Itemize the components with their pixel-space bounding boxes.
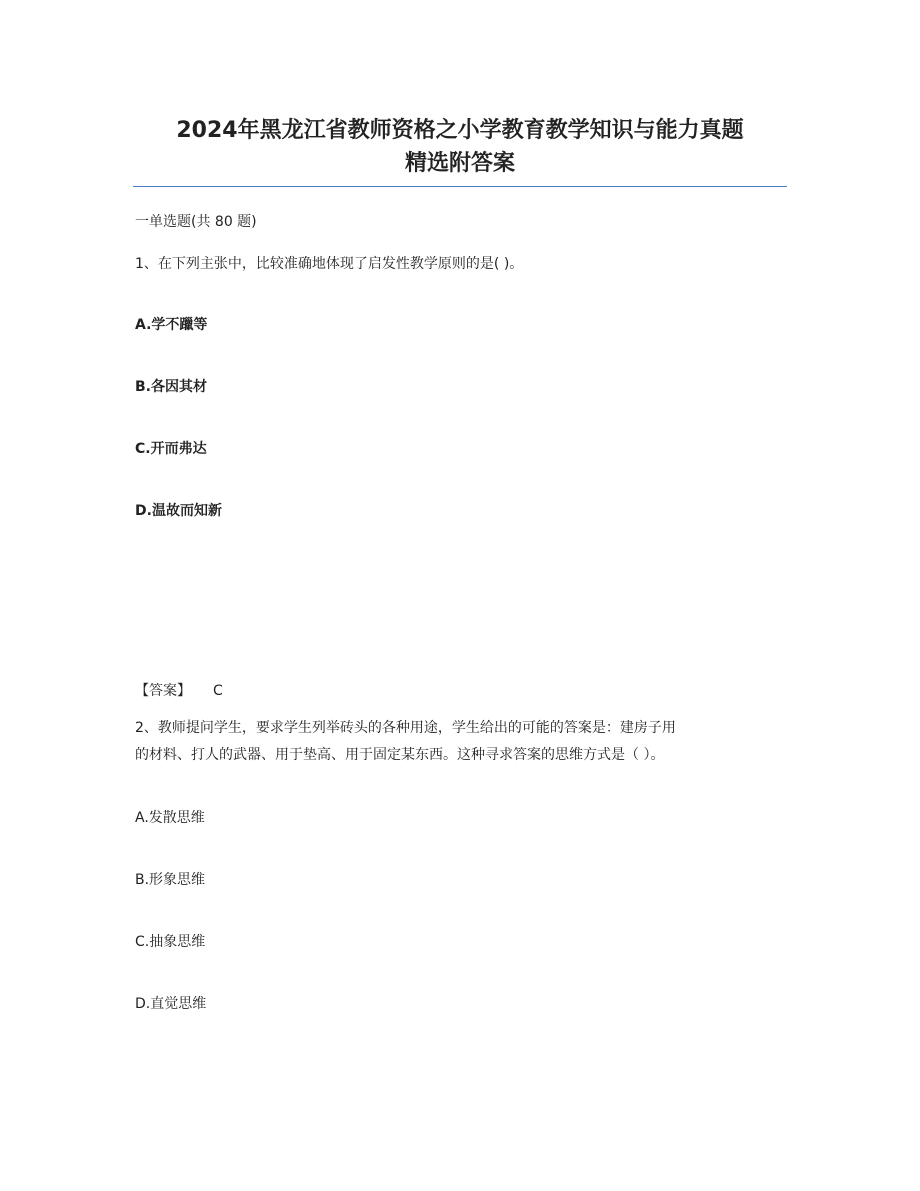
question-2-option-b: B.形象思维 — [135, 872, 206, 888]
question-1-stem: 1、在下列主张中，比较准确地体现了启发性教学原则的是( )。 — [135, 256, 524, 272]
question-2-option-c: C.抽象思维 — [135, 934, 206, 950]
answer-label: 【答案】 — [135, 683, 191, 699]
question-2-stem-line-2: 的材料、打人的武器、用于垫高、用于固定某东西。这种寻求答案的思维方式是（ ）。 — [135, 747, 665, 763]
section-heading: 一单选题(共 80 题) — [135, 214, 257, 230]
answer-value: C — [213, 683, 223, 699]
document-title-line-1: 2024年黑龙江省教师资格之小学教育教学知识与能力真题 — [176, 118, 744, 143]
title-divider — [133, 186, 787, 187]
question-2-option-d: D.直觉思维 — [135, 996, 207, 1012]
question-2-stem-line-1: 2、教师提问学生，要求学生列举砖头的各种用途，学生给出的可能的答案是：建房子用 — [135, 720, 676, 736]
question-2-option-a: A.发散思维 — [135, 810, 205, 826]
question-1-option-d: D.温故而知新 — [135, 503, 222, 519]
question-1-answer — [135, 681, 223, 701]
question-1-option-a: A.学不躐等 — [135, 317, 208, 333]
question-1-option-b: B.各因其材 — [135, 379, 207, 395]
document-title-line-2: 精选附答案 — [404, 151, 515, 176]
question-1-option-c: C.开而弗达 — [135, 441, 207, 457]
